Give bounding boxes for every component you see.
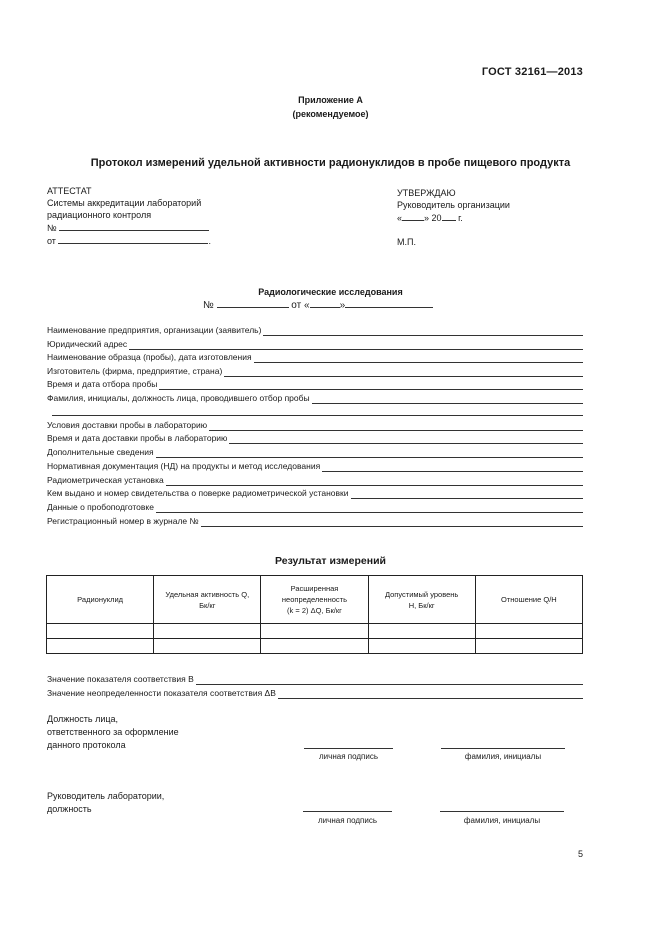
col-radionuclide: Радионуклид xyxy=(47,576,154,624)
table-cell[interactable] xyxy=(154,624,261,639)
appendix-subtitle: (рекомендуемое) xyxy=(292,109,369,119)
results-header-row xyxy=(47,576,583,624)
attestat-date-line xyxy=(58,234,208,244)
approve-year-line xyxy=(442,211,456,221)
table-cell[interactable] xyxy=(475,624,582,639)
attestat-from-label: от xyxy=(47,236,56,246)
responsible-signature-line[interactable] xyxy=(304,748,393,749)
table-cell[interactable] xyxy=(154,639,261,654)
responsible-sign-caption: личная подпись xyxy=(319,752,378,761)
responsible-line3: данного протокола xyxy=(47,740,126,750)
field-normative-docs: Нормативная документация (НД) на продукты и метод исследования xyxy=(47,461,583,472)
research-number: № от « » xyxy=(203,298,433,311)
attestat-line1: Системы аккредитации лабораторий xyxy=(47,198,202,208)
field-sample-preparation: Данные о пробоподготовке xyxy=(47,502,583,513)
attestat-number-label: № xyxy=(47,223,57,233)
table-cell[interactable] xyxy=(261,639,368,654)
attestat-date: от . xyxy=(47,236,211,246)
field-sampler-extra-line xyxy=(52,415,583,416)
research-title: Радиологические исследования xyxy=(258,287,403,297)
col-specific-activity: Удельная активность Q, Бк/кг xyxy=(154,576,261,624)
lab-head-sign-caption: личная подпись xyxy=(318,816,377,825)
field-delivery-time: Время и дата доставки пробы в лабораторию xyxy=(47,433,583,444)
field-manufacturer: Изготовитель (фирма, предприятие, страна) xyxy=(47,366,583,377)
standard-number: ГОСТ 32161—2013 xyxy=(481,66,583,78)
appendix-title: Приложение А xyxy=(298,95,363,105)
responsible-line1: Должность лица, xyxy=(47,714,119,724)
stamp-place: М.П. xyxy=(397,237,416,247)
lab-head-name-caption: фамилия, инициалы xyxy=(463,816,541,825)
field-radiometer: Радиометрическая установка xyxy=(47,475,583,486)
approve-date: « » 20 г. xyxy=(397,213,463,223)
results-title: Результат измерений xyxy=(274,555,386,567)
field-sample-name: Наименование образца (пробы), дата изготовления xyxy=(47,352,583,363)
lab-head-line2: должность xyxy=(47,804,92,814)
col-ratio: Отношение Q/H xyxy=(475,576,582,624)
field-legal-address: Юридический адрес xyxy=(47,339,583,350)
table-cell[interactable] xyxy=(368,624,475,639)
approve-line1: Руководитель организации xyxy=(397,200,510,210)
table-cell[interactable] xyxy=(261,624,368,639)
table-cell[interactable] xyxy=(475,639,582,654)
table-row xyxy=(47,639,583,654)
responsible-name-caption: фамилия, инициалы xyxy=(464,752,542,761)
col-uncertainty: Расширенная неопределенность (k = 2) ΔQ, Бк/кг xyxy=(261,576,368,624)
table-row xyxy=(47,624,583,639)
attestat-line2: радиационного контроля xyxy=(47,210,152,220)
field-calibration-certificate: Кем выдано и номер свидетельства о поверке радиометрической установки xyxy=(47,488,583,499)
responsible-name-line[interactable] xyxy=(441,748,565,749)
table-cell[interactable] xyxy=(368,639,475,654)
field-additional-info: Дополнительные сведения xyxy=(47,447,583,458)
indicator-b: Значение показателя соответствия B xyxy=(47,674,583,685)
responsible-line2: ответственного за оформление xyxy=(47,727,179,737)
approve-title: УТВЕРЖДАЮ xyxy=(397,188,456,198)
field-applicant: Наименование предприятия, организации (заявитель) xyxy=(47,325,583,336)
table-cell[interactable] xyxy=(47,624,154,639)
field-delivery-conditions: Условия доставки пробы в лабораторию xyxy=(47,420,583,431)
col-permissible-level: Допустимый уровень H, Бк/кг xyxy=(368,576,475,624)
attestat-title: АТТЕСТАТ xyxy=(47,186,92,196)
page-number: 5 xyxy=(578,849,584,859)
attestat-number-line xyxy=(59,221,209,231)
field-sampling-time: Время и дата отбора пробы xyxy=(47,379,583,390)
lab-head-line1: Руководитель лаборатории, xyxy=(47,791,165,801)
table-cell[interactable] xyxy=(47,639,154,654)
field-registration-number: Регистрационный номер в журнале № xyxy=(47,516,583,527)
attestat-number xyxy=(47,221,209,234)
results-table xyxy=(46,575,583,654)
field-sampler: Фамилия, инициалы, должность лица, проводившего отбор пробы xyxy=(47,393,583,404)
lab-head-signature-line[interactable] xyxy=(303,811,392,812)
indicator-delta-b: Значение неопределенности показателя соответствия ΔB xyxy=(47,688,583,699)
lab-head-name-line[interactable] xyxy=(440,811,564,812)
approve-day-line xyxy=(402,211,424,221)
protocol-title: Протокол измерений удельной активности радионуклидов в пробе пищевого продукта xyxy=(90,157,571,169)
